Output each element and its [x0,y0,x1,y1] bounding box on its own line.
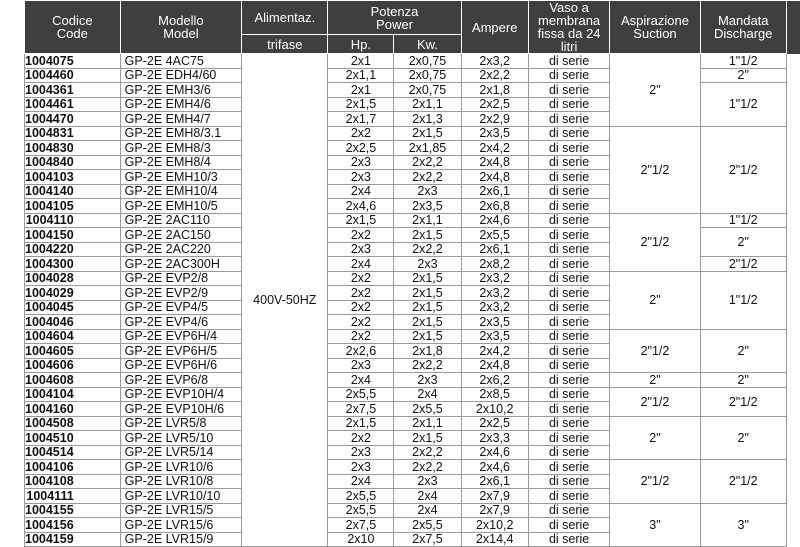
ampere-value: 2x10,2 [461,518,528,533]
row-edge-dash [786,68,800,83]
power-kw: 2x2,2 [394,242,461,257]
header-model: Modello Model [120,1,241,54]
row-edge-dash [786,402,800,417]
row-edge-dash [786,474,800,489]
power-hp: 2x5,5 [328,489,394,504]
product-model: GP-2E EMH8/3.1 [120,126,241,141]
product-model: GP-2E EVP10H/6 [120,402,241,417]
product-code: 1004111 [25,489,121,504]
tank-value: di serie [528,474,609,489]
power-kw: 2x1,5 [394,300,461,315]
row-edge-dash [786,271,800,286]
product-code: 1004150 [25,228,121,243]
power-kw: 2x3 [394,373,461,388]
product-code: 1004160 [25,402,121,417]
row-edge-dash [786,329,800,344]
row-edge-dash [786,460,800,475]
ampere-value: 2x7,9 [461,503,528,518]
power-kw: 2x1,8 [394,344,461,359]
product-code: 1004028 [25,271,121,286]
product-code: 1004155 [25,503,121,518]
row-edge-dash [786,126,800,141]
tank-value: di serie [528,445,609,460]
row-edge-dash [786,445,800,460]
tank-value: di serie [528,532,609,547]
ampere-value: 2x1,8 [461,83,528,98]
power-hp: 2x2 [328,286,394,301]
product-code: 1004140 [25,184,121,199]
product-code: 1004156 [25,518,121,533]
row-edge-dash [786,373,800,388]
discharge-size: 2" [700,329,786,373]
power-supply-voltage: 400V-50HZ [242,54,328,547]
tank-value: di serie [528,315,609,330]
tank-value: di serie [528,213,609,228]
product-code: 1004106 [25,460,121,475]
power-kw: 2x2,2 [394,358,461,373]
ampere-value: 2x4,2 [461,344,528,359]
discharge-size: 2"1/2 [700,257,786,272]
product-model: GP-2E LVR5/14 [120,445,241,460]
ampere-value: 2x14,4 [461,532,528,547]
product-model: GP-2E EVP2/9 [120,286,241,301]
tank-value: di serie [528,242,609,257]
power-kw: 2x1,5 [394,286,461,301]
power-kw: 2x3 [394,474,461,489]
power-hp: 2x1 [328,83,394,98]
product-code: 1004046 [25,315,121,330]
tank-value: di serie [528,68,609,83]
power-kw: 2x1,5 [394,126,461,141]
discharge-size: 2" [700,373,786,388]
power-kw: 2x3,5 [394,199,461,214]
row-edge-dash [786,416,800,431]
power-hp: 2x2 [328,315,394,330]
product-code: 1004514 [25,445,121,460]
product-model: GP-2E LVR15/5 [120,503,241,518]
table-row [25,387,800,402]
power-hp: 2x3 [328,445,394,460]
ampere-value: 2x6,8 [461,199,528,214]
tank-value: di serie [528,271,609,286]
power-hp: 2x10 [328,532,394,547]
tank-value: di serie [528,199,609,214]
ampere-value: 2x4,8 [461,170,528,185]
power-kw: 2x1,3 [394,112,461,127]
power-hp: 2x4,6 [328,199,394,214]
power-kw: 2x1,5 [394,329,461,344]
table-row [25,460,800,475]
power-kw: 2x1,1 [394,97,461,112]
ampere-value: 2x2,9 [461,112,528,127]
product-model: GP-2E EVP6H/6 [120,358,241,373]
row-edge-dash [786,344,800,359]
power-hp: 2x1,7 [328,112,394,127]
header-power: Potenza Power [328,1,461,35]
product-code: 1004029 [25,286,121,301]
product-model: GP-2E LVR5/8 [120,416,241,431]
ampere-value: 2x3,5 [461,126,528,141]
product-model: GP-2E 2AC300H [120,257,241,272]
power-hp: 2x3 [328,155,394,170]
power-hp: 2x3 [328,460,394,475]
power-kw: 2x7,5 [394,532,461,547]
row-edge-dash [786,286,800,301]
ampere-value: 2x3,2 [461,271,528,286]
product-code: 1004159 [25,532,121,547]
ampere-value: 2x3,5 [461,315,528,330]
row-edge-dash [786,228,800,243]
discharge-size: 1"1/2 [700,83,786,127]
ampere-value: 2x10,2 [461,402,528,417]
tank-value: di serie [528,402,609,417]
product-code: 1004103 [25,170,121,185]
header-suction: Aspirazione Suction [610,1,700,54]
tank-value: di serie [528,126,609,141]
row-edge-dash [786,54,800,69]
product-code: 1004104 [25,387,121,402]
product-model: GP-2E EMH10/5 [120,199,241,214]
discharge-size: 1"1/2 [700,54,786,69]
product-model: GP-2E EMH10/4 [120,184,241,199]
power-kw: 2x1,5 [394,271,461,286]
product-code: 1004108 [25,474,121,489]
power-kw: 2x5,5 [394,402,461,417]
product-model: GP-2E EMH10/3 [120,170,241,185]
power-hp: 2x2 [328,126,394,141]
row-edge-dash [786,257,800,272]
tank-value: di serie [528,54,609,69]
tank-value: di serie [528,112,609,127]
suction-size: 2" [610,54,700,127]
power-kw: 2x1,5 [394,431,461,446]
row-edge-dash [786,532,800,547]
product-code: 1004840 [25,155,121,170]
row-edge-dash [786,184,800,199]
row-edge-dash [786,518,800,533]
row-edge-dash [786,155,800,170]
ampere-value: 2x8,5 [461,387,528,402]
suction-size: 2"1/2 [610,387,700,416]
product-model: GP-2E LVR10/8 [120,474,241,489]
power-kw: 2x3 [394,257,461,272]
row-edge-dash [786,315,800,330]
suction-size: 2" [610,373,700,388]
power-kw: 2x5,5 [394,518,461,533]
power-hp: 2x1,5 [328,97,394,112]
tank-value: di serie [528,329,609,344]
power-hp: 2x5,5 [328,503,394,518]
product-code: 1004460 [25,68,121,83]
power-kw: 2x2,2 [394,155,461,170]
power-hp: 2x2 [328,271,394,286]
power-kw: 2x0,75 [394,54,461,69]
suction-size: 2"1/2 [610,126,700,213]
discharge-size: 1"1/2 [700,213,786,228]
tank-value: di serie [528,431,609,446]
product-code: 1004608 [25,373,121,388]
tank-value: di serie [528,358,609,373]
suction-size: 2"1/2 [610,213,700,271]
discharge-size: 3" [700,503,786,547]
table-row [25,126,800,141]
product-model: GP-2E EVP6H/4 [120,329,241,344]
product-model: GP-2E 2AC150 [120,228,241,243]
power-hp: 2x2 [328,300,394,315]
tank-value: di serie [528,387,609,402]
discharge-size: 2"1/2 [700,126,786,213]
product-code: 1004461 [25,97,121,112]
power-hp: 2x2,6 [328,344,394,359]
power-kw: 2x3 [394,184,461,199]
power-hp: 2x4 [328,184,394,199]
table-row [25,213,800,228]
ampere-value: 2x6,1 [461,184,528,199]
product-model: GP-2E EVP4/6 [120,315,241,330]
ampere-value: 2x4,6 [461,445,528,460]
ampere-value: 2x5,5 [461,228,528,243]
product-model: GP-2E LVR10/6 [120,460,241,475]
row-edge-dash [786,199,800,214]
table-row [25,416,800,431]
product-model: GP-2E EMH8/3 [120,141,241,156]
product-model: GP-2E EDH4/60 [120,68,241,83]
discharge-size: 2" [700,416,786,460]
suction-size: 2"1/2 [610,460,700,504]
header-power-supply: Alimentaz. [242,1,328,35]
product-code: 1004470 [25,112,121,127]
product-code: 1004604 [25,329,121,344]
product-model: GP-2E EVP6H/5 [120,344,241,359]
power-hp: 2x1 [328,54,394,69]
power-hp: 2x1,5 [328,416,394,431]
product-code: 1004300 [25,257,121,272]
ampere-value: 2x4,6 [461,460,528,475]
row-edge-dash [786,431,800,446]
product-model: GP-2E EVP6/8 [120,373,241,388]
header-hp: Hp. [328,35,394,54]
ampere-value: 2x3,2 [461,286,528,301]
table-row [25,54,800,69]
tank-value: di serie [528,416,609,431]
product-model: GP-2E EMH8/4 [120,155,241,170]
tank-value: di serie [528,83,609,98]
tank-value: di serie [528,373,609,388]
product-code: 1004045 [25,300,121,315]
header-power-supply-sub: trifase [242,35,328,54]
product-code: 1004606 [25,358,121,373]
power-hp: 2x3 [328,358,394,373]
product-code: 1004508 [25,416,121,431]
power-hp: 2x2,5 [328,141,394,156]
header-edge [786,1,800,54]
discharge-size: 2" [700,228,786,257]
ampere-value: 2x2,2 [461,68,528,83]
power-kw: 2x1,85 [394,141,461,156]
row-edge-dash [786,503,800,518]
product-model: GP-2E EVP2/8 [120,271,241,286]
header-ampere: Ampere [461,1,528,54]
power-kw: 2x2,2 [394,460,461,475]
table-body [25,54,800,547]
product-model: GP-2E EMH4/7 [120,112,241,127]
row-edge-dash [786,300,800,315]
tank-value: di serie [528,286,609,301]
product-model: GP-2E 2AC220 [120,242,241,257]
table-row [25,373,800,388]
product-model: GP-2E LVR15/9 [120,532,241,547]
product-code: 1004830 [25,141,121,156]
ampere-value: 2x3,2 [461,300,528,315]
header-kw: Kw. [394,35,461,54]
power-kw: 2x2,2 [394,445,461,460]
ampere-value: 2x2,5 [461,97,528,112]
tank-value: di serie [528,503,609,518]
power-kw: 2x0,75 [394,83,461,98]
tank-value: di serie [528,97,609,112]
row-edge-dash [786,213,800,228]
power-kw: 2x1,5 [394,228,461,243]
product-model: GP-2E EMH4/6 [120,97,241,112]
power-hp: 2x1,1 [328,68,394,83]
ampere-value: 2x3,5 [461,329,528,344]
row-edge-dash [786,242,800,257]
row-edge-dash [786,141,800,156]
tank-value: di serie [528,155,609,170]
discharge-size: 1"1/2 [700,271,786,329]
power-kw: 2x1,1 [394,213,461,228]
tank-value: di serie [528,184,609,199]
power-kw: 2x0,75 [394,68,461,83]
power-kw: 2x2,2 [394,170,461,185]
power-hp: 2x2 [328,228,394,243]
row-edge-dash [786,170,800,185]
discharge-size: 2" [700,68,786,83]
power-hp: 2x2 [328,329,394,344]
power-hp: 2x3 [328,242,394,257]
tank-value: di serie [528,257,609,272]
ampere-value: 2x8,2 [461,257,528,272]
ampere-value: 2x6,2 [461,373,528,388]
product-model: GP-2E LVR10/10 [120,489,241,504]
power-hp: 2x7,5 [328,402,394,417]
row-edge-dash [786,112,800,127]
suction-size: 2" [610,416,700,460]
power-kw: 2x4 [394,503,461,518]
product-code: 1004220 [25,242,121,257]
product-model: GP-2E EMH3/6 [120,83,241,98]
product-code: 1004075 [25,54,121,69]
ampere-value: 2x4,6 [461,213,528,228]
power-kw: 2x4 [394,387,461,402]
power-hp: 2x4 [328,257,394,272]
suction-size: 2" [610,271,700,329]
row-edge-dash [786,387,800,402]
product-model: GP-2E LVR5/10 [120,431,241,446]
product-code: 1004361 [25,83,121,98]
product-code: 1004105 [25,199,121,214]
power-hp: 2x4 [328,373,394,388]
power-kw: 2x4 [394,489,461,504]
ampere-value: 2x6,1 [461,474,528,489]
ampere-value: 2x3,2 [461,54,528,69]
suction-size: 2"1/2 [610,329,700,373]
tank-value: di serie [528,170,609,185]
product-model: GP-2E 4AC75 [120,54,241,69]
ampere-value: 2x4,8 [461,155,528,170]
tank-value: di serie [528,518,609,533]
discharge-size: 2"1/2 [700,387,786,416]
product-code: 1004605 [25,344,121,359]
power-hp: 2x1,5 [328,213,394,228]
power-kw: 2x1,5 [394,315,461,330]
power-hp: 2x3 [328,170,394,185]
product-code: 1004110 [25,213,121,228]
pump-spec-table [24,0,800,547]
header-tank: Vaso a membrana fissa da 24 litri [528,1,609,54]
row-edge-dash [786,358,800,373]
tank-value: di serie [528,141,609,156]
power-hp: 2x4 [328,474,394,489]
tank-value: di serie [528,300,609,315]
ampere-value: 2x6,1 [461,242,528,257]
ampere-value: 2x7,9 [461,489,528,504]
ampere-value: 2x3,3 [461,431,528,446]
row-edge-dash [786,83,800,98]
power-hp: 2x7,5 [328,518,394,533]
product-model: GP-2E EVP4/5 [120,300,241,315]
row-edge-dash [786,489,800,504]
tank-value: di serie [528,228,609,243]
tank-value: di serie [528,489,609,504]
ampere-value: 2x4,2 [461,141,528,156]
header-discharge: Mandata Discharge [700,1,786,54]
table-row [25,503,800,518]
ampere-value: 2x4,8 [461,358,528,373]
power-hp: 2x5,5 [328,387,394,402]
table-row [25,329,800,344]
row-edge-dash [786,97,800,112]
suction-size: 3" [610,503,700,547]
discharge-size: 2"1/2 [700,460,786,504]
product-model: GP-2E LVR15/6 [120,518,241,533]
product-model: GP-2E EVP10H/4 [120,387,241,402]
product-code: 1004510 [25,431,121,446]
tank-value: di serie [528,460,609,475]
ampere-value: 2x2,5 [461,416,528,431]
header-code: Codice Code [25,1,121,54]
product-code: 1004831 [25,126,121,141]
product-model: GP-2E 2AC110 [120,213,241,228]
table-row [25,271,800,286]
power-hp: 2x2 [328,431,394,446]
power-kw: 2x1,1 [394,416,461,431]
tank-value: di serie [528,344,609,359]
